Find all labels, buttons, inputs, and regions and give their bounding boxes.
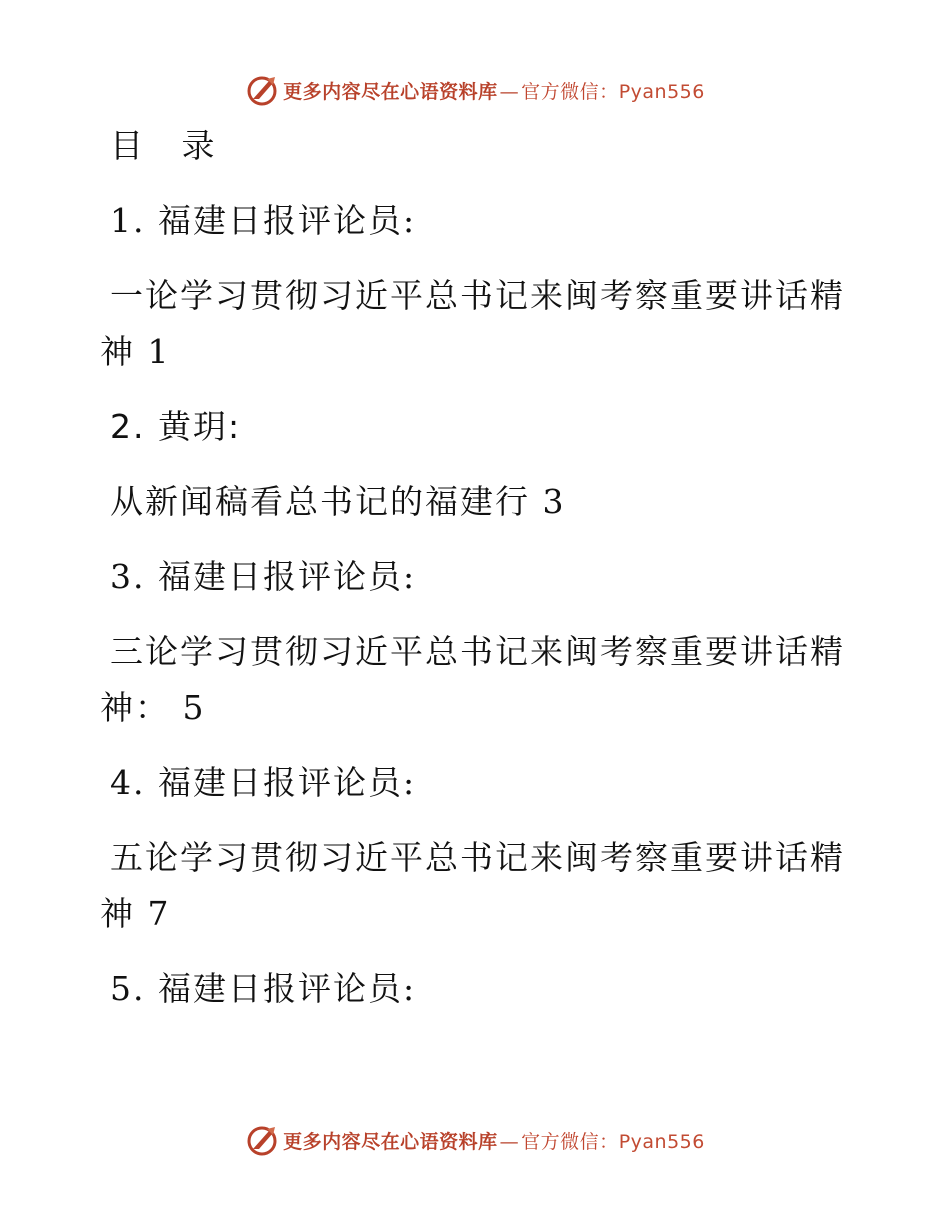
toc-entry-4-line1: 五论学习贯彻习近平总书记来闽考察重要讲话精 <box>110 838 845 877</box>
toc-entry-1-line1: 一论学习贯彻习近平总书记来闽考察重要讲话精 <box>110 276 845 315</box>
toc-entry-1-line2: 神 1 <box>100 332 171 371</box>
toc-entry-3-line2: 神： 5 <box>100 688 206 727</box>
banner-wechat-id: Pyan556 <box>618 80 705 103</box>
quill-pen-logo-icon <box>245 73 279 107</box>
toc-entry-4-line2: 神 7 <box>100 894 171 933</box>
footer-banner <box>0 1120 950 1160</box>
banner-text <box>283 1127 705 1154</box>
banner-main-text: 更多内容尽在心语资料库 <box>283 1130 498 1153</box>
banner-wechat-id: Pyan556 <box>618 1130 705 1153</box>
toc-title: 目 录 <box>110 126 229 165</box>
toc-entry-1-head: 1. 福建日报评论员: <box>110 201 417 240</box>
banner-text <box>283 77 705 104</box>
banner-label: 官方微信： <box>521 80 619 103</box>
toc-entry-2-head: 2. 黄玥: <box>110 407 242 446</box>
banner-main-text: 更多内容尽在心语资料库 <box>283 80 498 103</box>
banner-dash: — <box>499 1130 520 1153</box>
header-banner <box>0 70 950 110</box>
banner-label: 官方微信： <box>521 1130 619 1153</box>
toc-entry-2-line1: 从新闻稿看总书记的福建行 3 <box>110 482 566 521</box>
toc-entry-5-head: 5. 福建日报评论员: <box>110 969 417 1008</box>
toc-entry-4-head: 4. 福建日报评论员: <box>110 763 417 802</box>
toc-entry-3-line1: 三论学习贯彻习近平总书记来闽考察重要讲话精 <box>110 632 845 671</box>
toc-content <box>100 118 860 1007</box>
quill-pen-logo-icon <box>245 1123 279 1157</box>
toc-entry-3-head: 3. 福建日报评论员: <box>110 557 417 596</box>
banner-dash: — <box>499 80 520 103</box>
